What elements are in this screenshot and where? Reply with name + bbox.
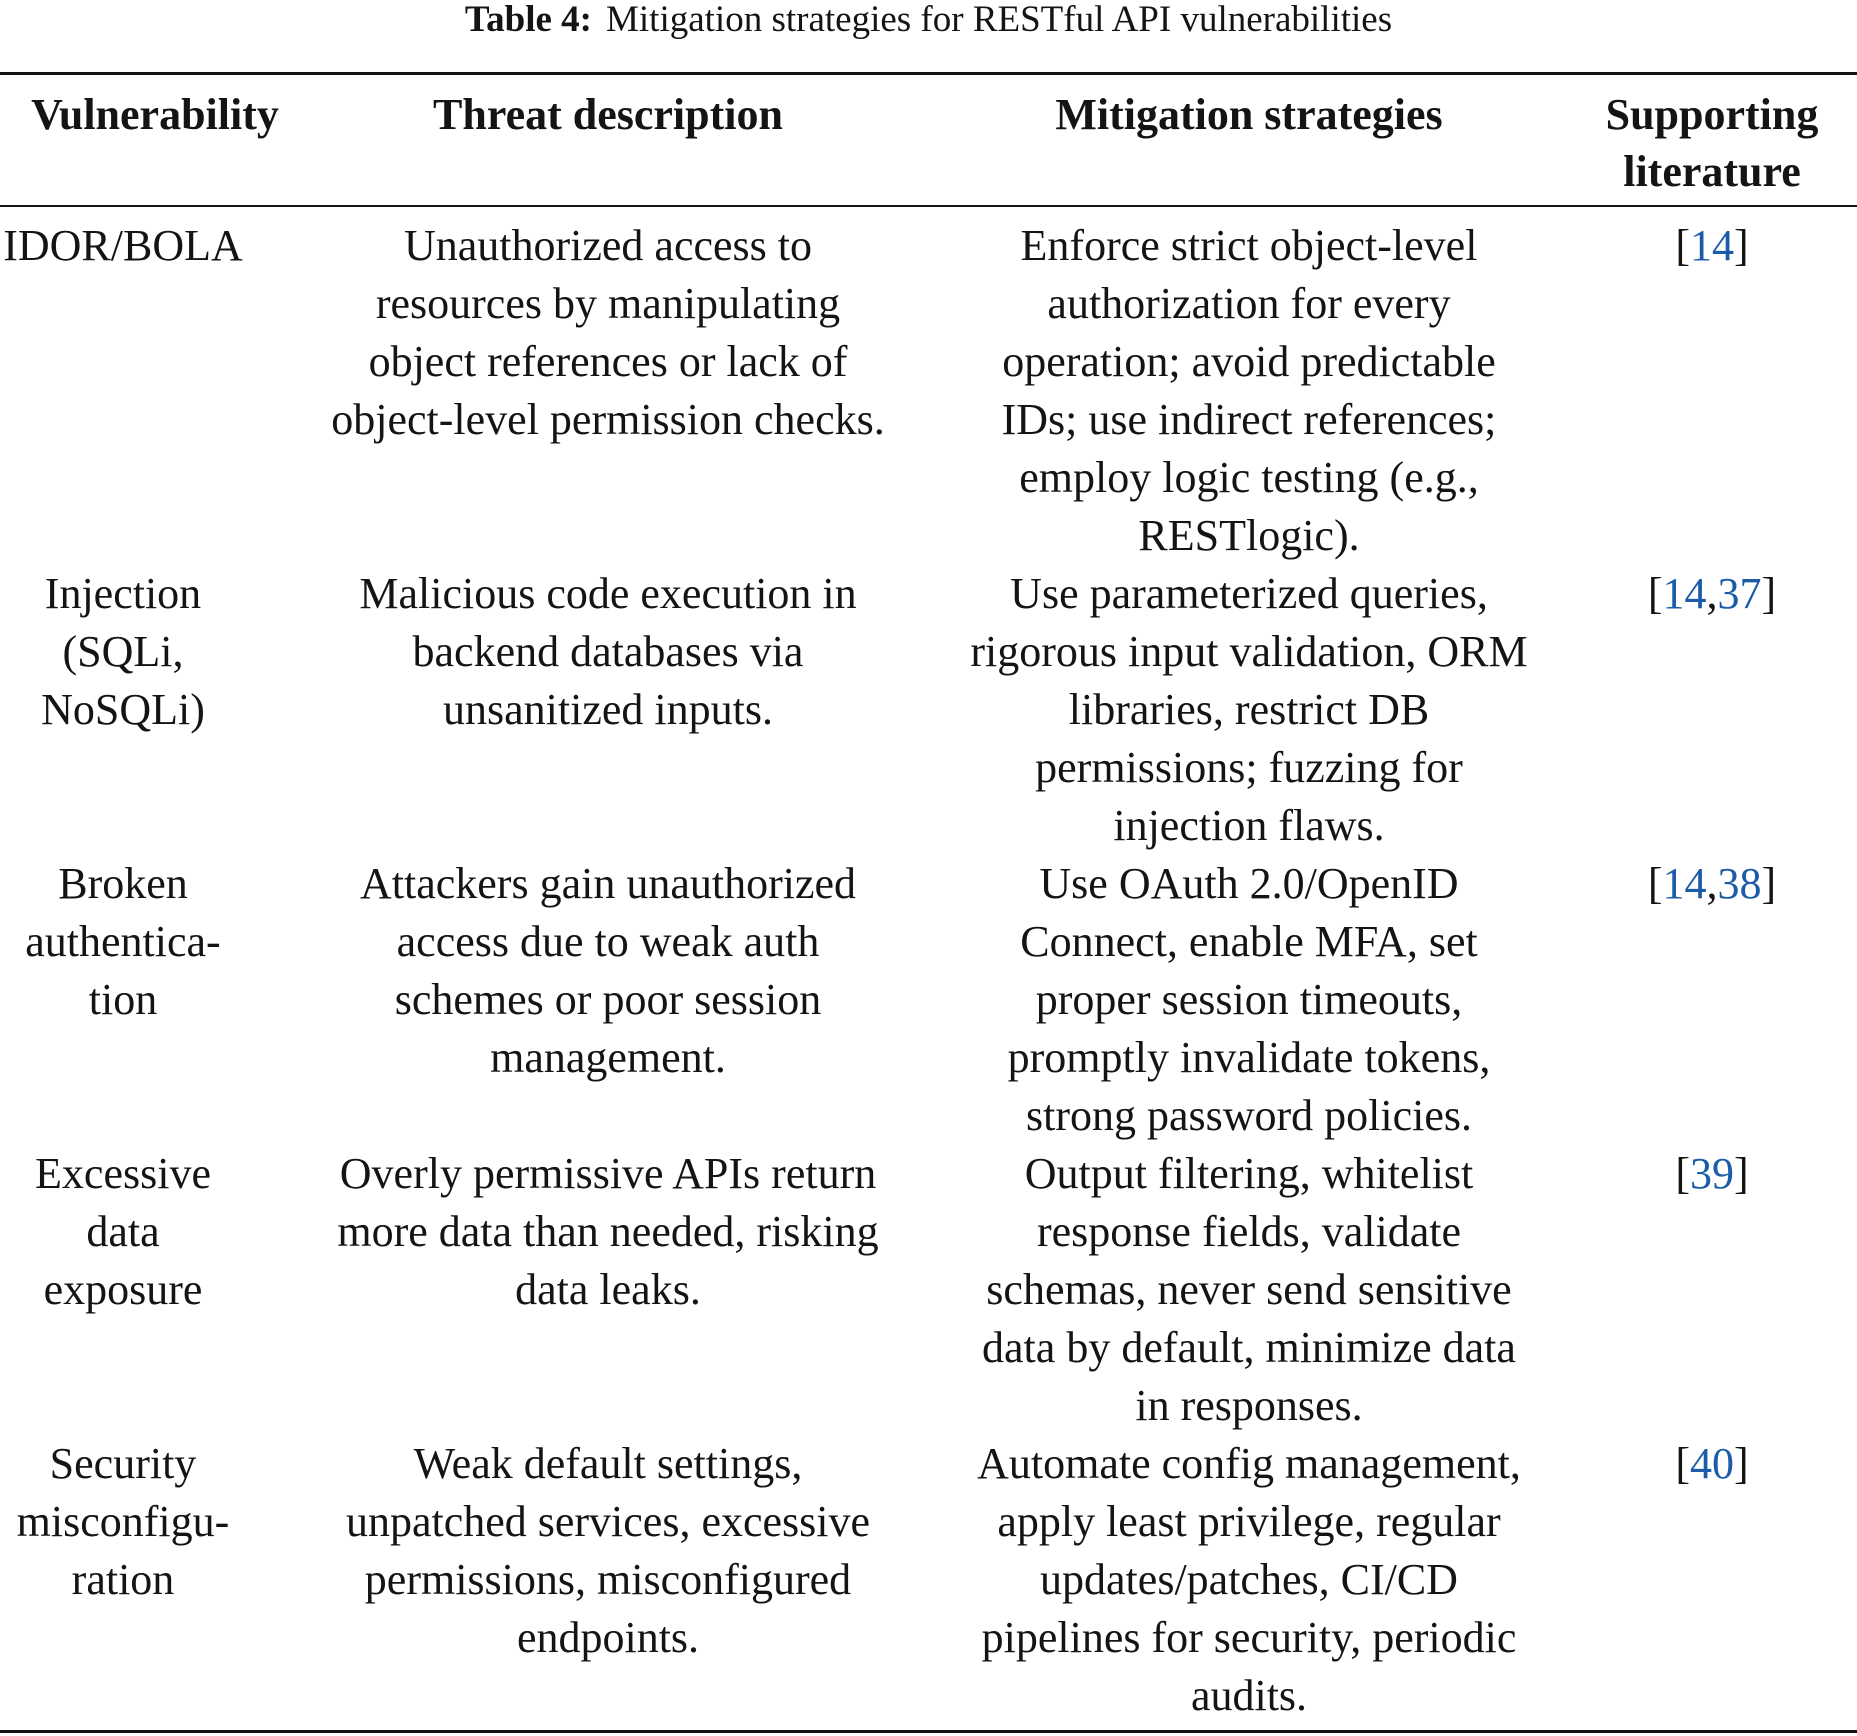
table-caption [0,0,1857,40]
header-rule [0,205,1857,207]
header-supporting-literature: Supporting literature [1605,90,1819,196]
cell-supporting-literature [1592,1435,1832,1493]
citation-link[interactable]: 39 [1690,1149,1734,1198]
cell-vulnerability: Excessive data exposure [35,1149,211,1314]
header-vulnerability: Vulnerability [31,90,279,139]
citation-link[interactable]: , 37 [1707,569,1762,618]
cell-mitigation-strategies: Use OAuth 2.0/OpenID Connect, enable MFA, set proper session timeouts, promptly invalidate tokens, strong password policies. [1007,859,1491,1140]
citation-link[interactable]: 40 [1690,1439,1734,1488]
citation-link[interactable]: , 38 [1707,859,1762,908]
cell-supporting-literature [1592,855,1832,913]
cell-vulnerability: Broken authentica- tion [25,859,221,1024]
cell-threat-description: Weak default settings, unpatched services, excessive permissions, misconfigured endpoints. [345,1439,871,1662]
cell-mitigation-strategies: Use parameterized queries, rigorous input validation, ORM libraries, restrict DB permissions; fuzzing for injection flaws. [970,569,1528,850]
citation-group [1648,859,1776,908]
citation-group [1648,569,1776,618]
citation-group [1675,221,1748,270]
table-row [0,855,1857,1145]
cell-threat-description: Malicious code execution in backend databases via unsanitized inputs. [359,569,857,734]
cell-supporting-literature [1592,565,1832,623]
citation-group [1675,1439,1748,1488]
citation-link[interactable]: 14 [1662,859,1707,908]
caption-text: Mitigation strategies for RESTful API vulnerabilities [605,0,1393,40]
table-body [0,217,1857,1725]
top-rule [0,72,1857,75]
citation-group [1675,1149,1748,1198]
header-threat-description: Threat description [433,90,783,139]
cell-threat-description: Unauthorized access to resources by manipulating object references or lack of object-level permission checks. [331,221,885,444]
cell-threat-description: Overly permissive APIs return more data than needed, risking data leaks. [337,1149,879,1314]
caption-label: Table 4: [464,0,592,40]
cell-vulnerability: IDOR/BOLA [3,221,243,270]
table-row [0,1145,1857,1435]
citation-link[interactable]: 14 [1690,221,1734,270]
cell-mitigation-strategies: Automate config management, apply least privilege, regular updates/patches, CI/CD pipelines for security, periodic audits. [977,1439,1521,1720]
cell-vulnerability: Security misconfigu- ration [16,1439,230,1604]
cell-mitigation-strategies: Output filtering, whitelist response fields, validate schemas, never send sensitive data by default, minimize data in responses. [982,1149,1516,1430]
cell-vulnerability: Injection (SQLi, NoSQLi) [41,569,205,734]
cell-supporting-literature [1592,1145,1832,1203]
header-mitigation-strategies: Mitigation strategies [1055,90,1443,139]
cell-threat-description: Attackers gain unauthorized access due to weak auth schemes or poor session management. [359,859,857,1082]
cell-supporting-literature [1592,217,1832,275]
table-row [0,217,1857,565]
cell-mitigation-strategies: Enforce strict object-level authorization for every operation; avoid predictable IDs; use indirect references; employ logic testing (e.g., RESTlogic). [1001,221,1497,560]
table-row [0,565,1857,855]
table-row [0,1435,1857,1725]
citation-link[interactable]: 14 [1662,569,1707,618]
bottom-rule [0,1730,1857,1733]
